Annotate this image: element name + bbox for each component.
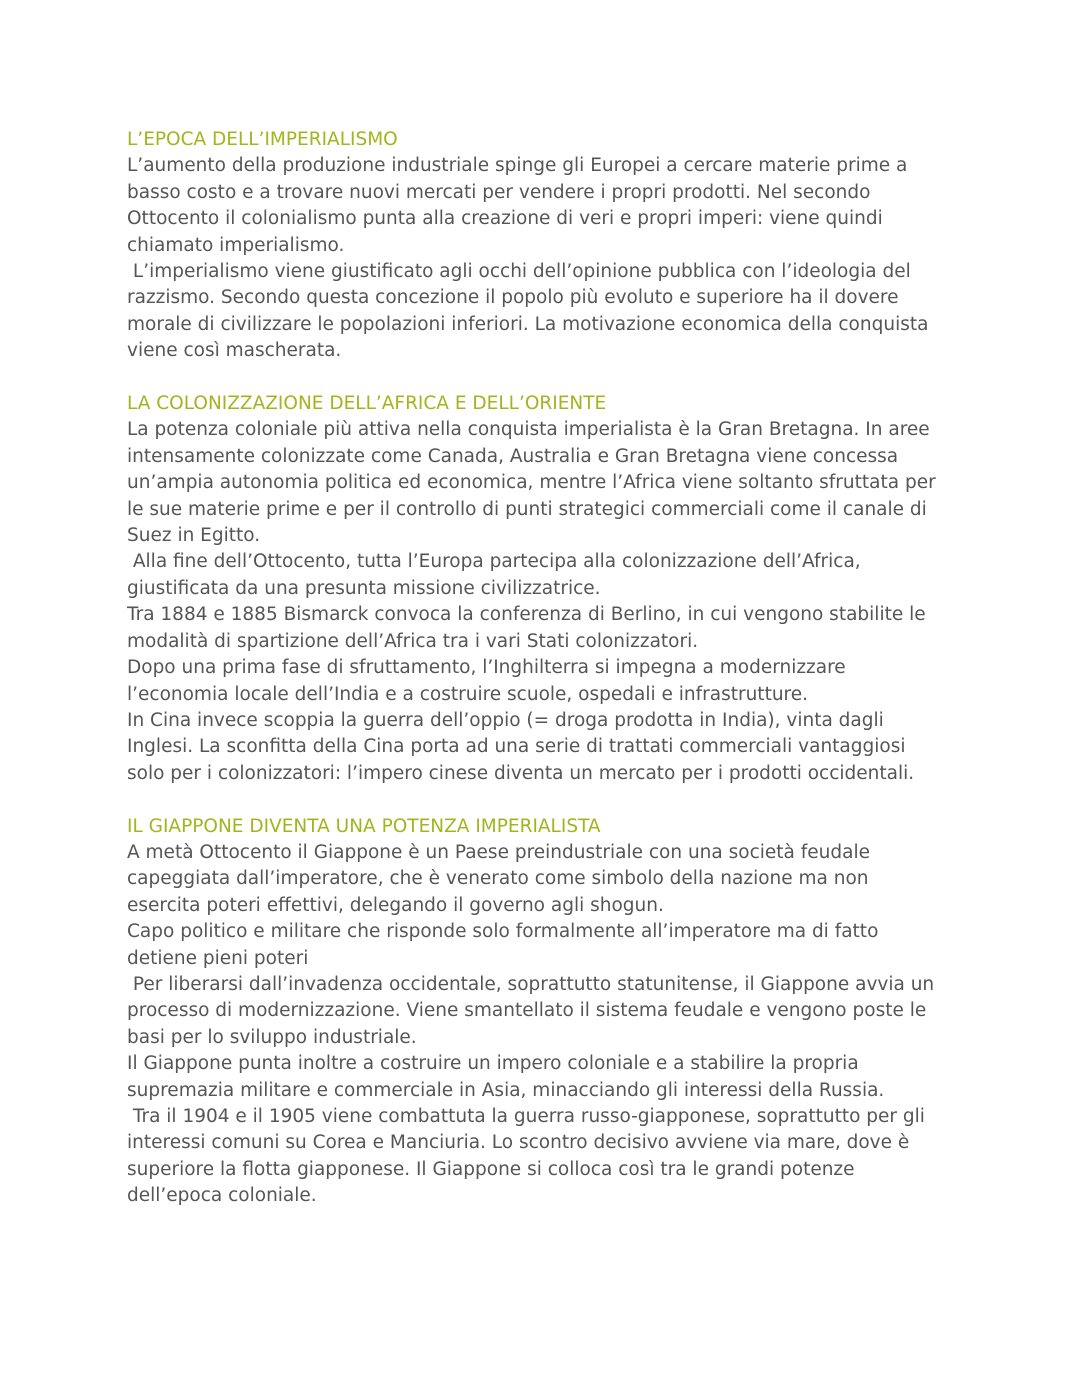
- paragraph-line: superiore la flotta giapponese. Il Giappone si colloca così tra le grandi potenze: [127, 1158, 855, 1180]
- paragraph-line: Dopo una prima fase di sfruttamento, l’Inghilterra si impegna a modernizzare: [127, 657, 846, 679]
- paragraph-line: le sue materie prime e per il controllo di punti strategici commerciali come il canale di: [127, 498, 927, 520]
- paragraph-line: processo di modernizzazione. Viene smantellato il sistema feudale e vengono poste le: [127, 1000, 927, 1022]
- paragraph-line: capeggiata dall’imperatore, che è venerato come simbolo della nazione ma non: [127, 868, 869, 890]
- paragraph-line: Il Giappone punta inoltre a costruire un impero coloniale e a stabilire la propria: [127, 1053, 859, 1075]
- paragraph-line: chiamato imperialismo.: [127, 234, 345, 256]
- paragraph-line: Alla fine dell’Ottocento, tutta l’Europa partecipa alla colonizzazione dell’Africa,: [127, 551, 861, 573]
- paragraph-line: Suez in Egitto.: [127, 525, 261, 547]
- paragraph-line: modalità di spartizione dell’Africa tra i vari Stati colonizzatori.: [127, 630, 699, 652]
- paragraph-line: dell’epoca coloniale.: [127, 1185, 317, 1207]
- paragraph-line: giustificata da una presunta missione civilizzatrice.: [127, 577, 601, 599]
- paragraph-line: L’imperialismo viene giustificato agli occhi dell’opinione pubblica con l’ideologia del: [127, 261, 911, 283]
- paragraph-line: viene così mascherata.: [127, 340, 342, 362]
- section-imperialismo: [127, 127, 957, 365]
- paragraph-line: l’economia locale dell’India e a costruire scuole, ospedali e infrastrutture.: [127, 683, 809, 705]
- paragraph-line: Tra 1884 e 1885 Bismarck convoca la conferenza di Berlino, in cui vengono stabilite le: [127, 604, 926, 626]
- paragraph-line: Ottocento il colonialismo punta alla creazione di veri e propri imperi: viene quindi: [127, 208, 883, 230]
- paragraph-line: L’aumento della produzione industriale spinge gli Europei a cercare materie prime a: [127, 155, 908, 177]
- paragraph-line: intensamente colonizzate come Canada, Australia e Gran Bretagna viene concessa: [127, 445, 899, 467]
- document-page: [127, 127, 957, 1236]
- paragraph-line: Tra il 1904 e il 1905 viene combattuta la guerra russo-giapponese, soprattutto per gli: [127, 1106, 925, 1127]
- paragraph-line: solo per i colonizzatori: l’impero cinese diventa un mercato per i prodotti occidentali.: [127, 762, 915, 784]
- paragraph-line: La potenza coloniale più attiva nella conquista imperialista è la Gran Bretagna. In aree: [127, 419, 930, 441]
- section-heading: L’EPOCA DELL’IMPERIALISMO: [127, 129, 398, 150]
- section-giappone: [127, 814, 957, 1210]
- paragraph-line: razzismo. Secondo questa concezione il popolo più evoluto e superiore ha il dovere: [127, 287, 899, 309]
- section-colonizzazione: [127, 391, 957, 787]
- paragraph-line: Per liberarsi dall’invadenza occidentale, soprattutto statunitense, il Giappone avvia un: [127, 973, 935, 995]
- paragraph-line: detiene pieni poteri: [127, 947, 309, 969]
- paragraph-line: esercita poteri effettivi, delegando il governo agli shogun.: [127, 894, 664, 916]
- section-heading: LA COLONIZZAZIONE DELL’AFRICA E DELL’ORIENTE: [127, 393, 607, 415]
- section-heading: IL GIAPPONE DIVENTA UNA POTENZA IMPERIALISTA: [127, 815, 601, 837]
- paragraph-line: In Cina invece scoppia la guerra dell’oppio (= droga prodotta in India), vinta dagli: [127, 709, 884, 731]
- paragraph-line: A metà Ottocento il Giappone è un Paese preindustriale con una società feudale: [127, 841, 870, 863]
- paragraph-line: Capo politico e militare che risponde solo formalmente all’imperatore ma di fatto: [127, 921, 879, 943]
- paragraph-line: Inglesi. La sconfitta della Cina porta ad una serie di trattati commerciali vantaggiosi: [127, 736, 906, 758]
- paragraph-line: morale di civilizzare le popolazioni inferiori. La motivazione economica della conquista: [127, 313, 929, 335]
- paragraph-line: interessi comuni su Corea e Manciuria. Lo scontro decisivo avviene via mare, dove è: [127, 1132, 910, 1154]
- paragraph-line: supremazia militare e commerciale in Asia, minacciando gli interessi della Russia.: [127, 1079, 885, 1101]
- paragraph-line: un’ampia autonomia politica ed economica, mentre l’Africa viene soltanto sfruttata per: [127, 472, 936, 494]
- paragraph-line: basso costo e a trovare nuovi mercati per vendere i propri prodotti. Nel secondo: [127, 181, 871, 203]
- paragraph-line: basi per lo sviluppo industriale.: [127, 1026, 417, 1048]
